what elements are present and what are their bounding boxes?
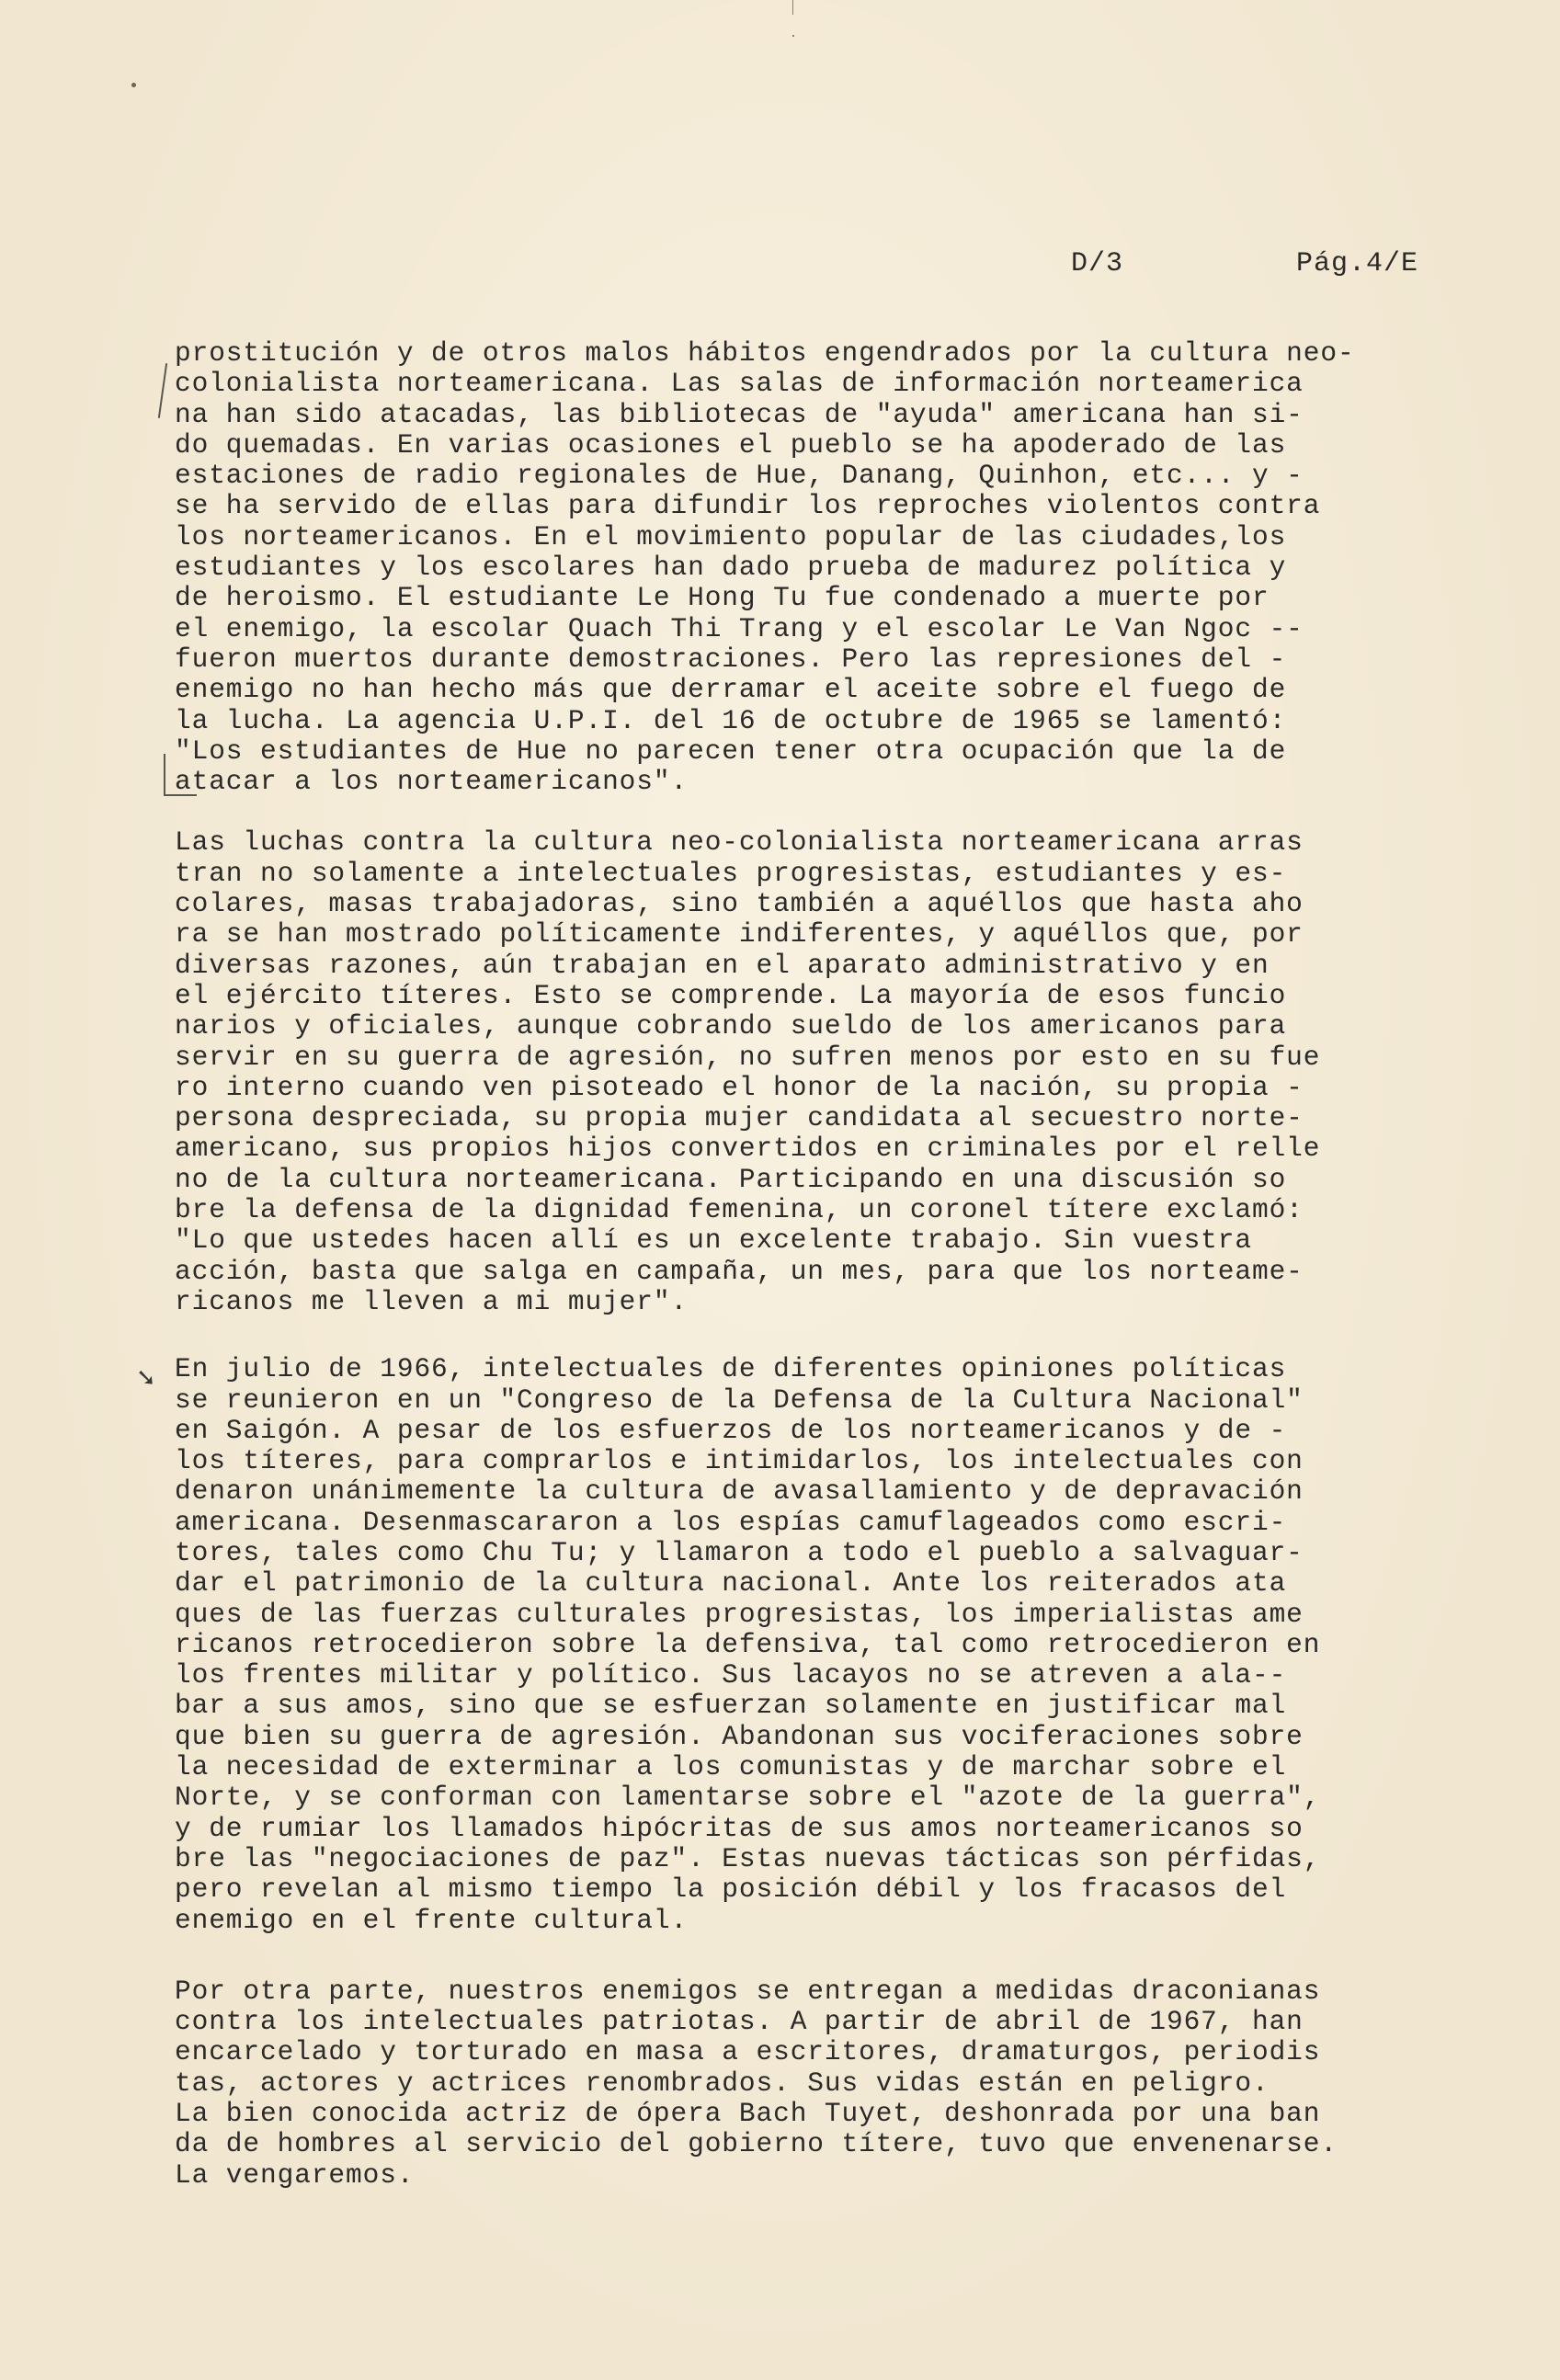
margin-bracket-mark — [158, 363, 167, 418]
margin-bracket-mark — [164, 754, 165, 795]
document-body — [175, 338, 1480, 2221]
paper-speck — [131, 83, 136, 87]
paragraph-3: En julio de 1966, intelectuales de diferentes opiniones políticas se reunieron en un "Congreso de la Defensa de la Cultura Nacional" en Saigón. A pesar de los esfuerzos de los norteamericanos y de - los títeres, para comprarlos e intimidarlos, los intelectuales con denaron unánimemente la cultura de avasallamiento y de depravación americana. Desenmascararon a los espías camuflageados como escri- tores, tales como Chu Tu; y llamaron a todo el pueblo a salvaguar- dar el patrimonio de la cultura nacional. Ante los reiterados ata ques de las fuerzas culturales progresistas, los imperialistas ame ricanos retrocedieron sobre la defensiva, tal como retrocedieron en los frentes militar y político. Sus lacayos no se atreven a ala-- bar a sus amos, sino que se esfuerzan solamente en justificar mal que bien su guerra de agresión. Abandonan sus vociferaciones sobre la necesidad de exterminar a los comunistas y de marchar sobre el Norte, y se conforman con lamentarse sobre el "azote de la guerra", y de rumiar los llamados hipócritas de sus amos norteamericanos so bre las "negociaciones de paz". Estas nuevas tácticas son pérfidas, pero revelan al mismo tiempo la posición débil y los fracasos del enemigo en el frente cultural. — [175, 1353, 1321, 1936]
paragraph-2: Las luchas contra la cultura neo-colonialista norteamericana arras tran no solamente a intelectuales progresistas, estudiantes y es- colares, masas trabajadoras, sino también a aquéllos que hasta aho ra se han mostrado políticamente indiferentes, y aquéllos que, por diversas razones, aún trabajan en el aparato administrativo y en el ejército títeres. Esto se comprende. La mayoría de esos funcio narios y oficiales, aunque cobrando sueldo de los americanos para servir en su guerra de agresión, no sufren menos por esto en su fue ro interno cuando ven pisoteado el honor de la nación, su propia - persona despreciada, su propia mujer candidata al secuestro norte- americano, sus propios hijos convertidos en criminales por el relle no de la cultura norteamericana. Participando en una discusión so bre la defensa de la dignidad femenina, un coronel títere exclamó: "Lo que ustedes hacen allí es un excelente trabajo. Sin vuestra acción, basta que salga en campaña, un mes, para que los norteame- ricanos me lleven a mi mujer". — [175, 826, 1321, 1317]
page-number: Pág.4/E — [1296, 248, 1419, 279]
paper-speck — [792, 35, 794, 37]
margin-arrow-icon: ➘ — [136, 1364, 156, 1392]
page-mark — [792, 0, 793, 15]
paragraph-1: prostitución y de otros malos hábitos engendrados por la cultura neo- colonialista norteamericana. Las salas de información norteamerica na han sido atacadas, las bibliotecas de "ayuda" americana han si- do quemadas. En varias ocasiones el pueblo se ha apoderado de las estaciones de radio regionales de Hue, Danang, Quinhon, etc... y - se ha servido de ellas para difundir los reproches violentos contra los norteamericanos. En el movimiento popular de las ciudades,los estudiantes y los escolares han dado prueba de madurez política y de heroismo. El estudiante Le Hong Tu fue condenado a muerte por el enemigo, la escolar Quach Thi Trang y el escolar Le Van Ngoc -- fueron muertos durante demostraciones. Pero las represiones del - enemigo no han hecho más que derramar el aceite sobre el fuego de la lucha. La agencia U.P.I. del 16 de octubre de 1965 se lamentó: "Los estudiantes de Hue no parecen tener otra ocupación que la de atacar a los norteamericanos". — [175, 337, 1355, 798]
paragraph-4: Por otra parte, nuestros enemigos se entregan a medidas draconianas contra los intelectuales patriotas. A partir de abril de 1967, han encarcelado y torturado en masa a escritores, dramaturgos, periodis tas, actores y actrices renombrados. Sus vidas están en peligro. La bien conocida actriz de ópera Bach Tuyet, deshonrada por una ban da de hombres al servicio del gobierno títere, tuvo que envenenarse. La vengaremos. — [175, 1975, 1338, 2191]
document-reference: D/3 — [1071, 248, 1124, 279]
